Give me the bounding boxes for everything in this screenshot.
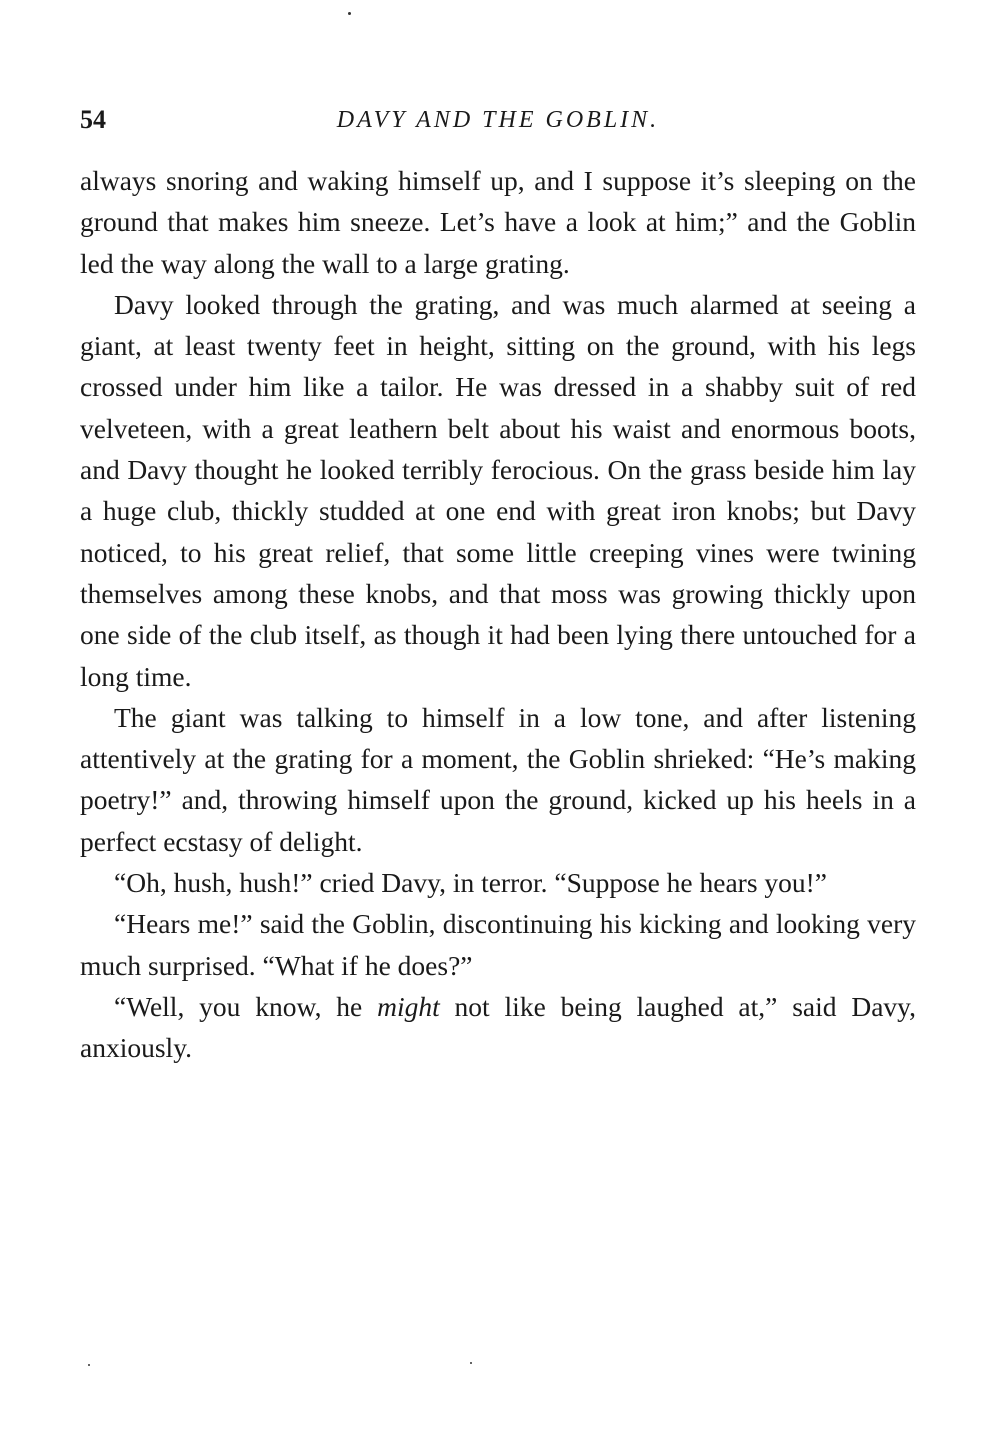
paragraph: [80, 986, 916, 1069]
page-header: [80, 102, 916, 138]
print-speck: [88, 1364, 90, 1366]
paragraph: “Oh, hush, hush!” cried Davy, in terror. “Suppose he hears you!”: [114, 867, 828, 899]
paragraph: “Hears me!” said the Goblin, discontinuing his kicking and looking very much surprised. “What if he does?”: [80, 908, 916, 981]
paragraph: always snoring and waking himself up, and I suppose it’s sleeping on the ground that makes him sneeze. Let’s have a look at him;” and the Goblin led the way along the wall to a large grating.: [80, 165, 916, 279]
text-run: “Well, you know, he: [114, 990, 378, 1022]
paragraph: The giant was talking to himself in a low tone, and after listening attentively at the grating for a moment, the Goblin shrieked: “He’s making poetry!” and, throwing himself upon the ground, kicked up his heels in a perfect ecstasy of delight.: [80, 701, 916, 857]
text-run: not like being laughed at,” said Davy, anxiously.: [80, 990, 916, 1064]
emphasized-word: might: [377, 990, 440, 1022]
paragraph: Davy looked through the grating, and was much alarmed at seeing a giant, at least twenty feet in height, sitting on the ground, with his legs crossed under him like a tailor. He was dressed in a shabby suit of red velveteen, with a great leathern belt about his waist and enormous boots, and Davy thought he looked terribly ferocious. On the grass beside him lay a huge club, thickly studded at one end with great iron knobs; but Davy noticed, to his great relief, that some little creeping vines were twining themselves among these knobs, and that moss was growing thickly upon one side of the club itself, as though it had been lying there untouched for a long time.: [80, 288, 916, 692]
page-number: 54: [80, 105, 106, 134]
running-title: DAVY AND THE GOBLIN.: [336, 107, 660, 133]
print-speck: [348, 12, 351, 15]
print-speck: [470, 1362, 472, 1364]
body-text: [80, 160, 916, 1069]
